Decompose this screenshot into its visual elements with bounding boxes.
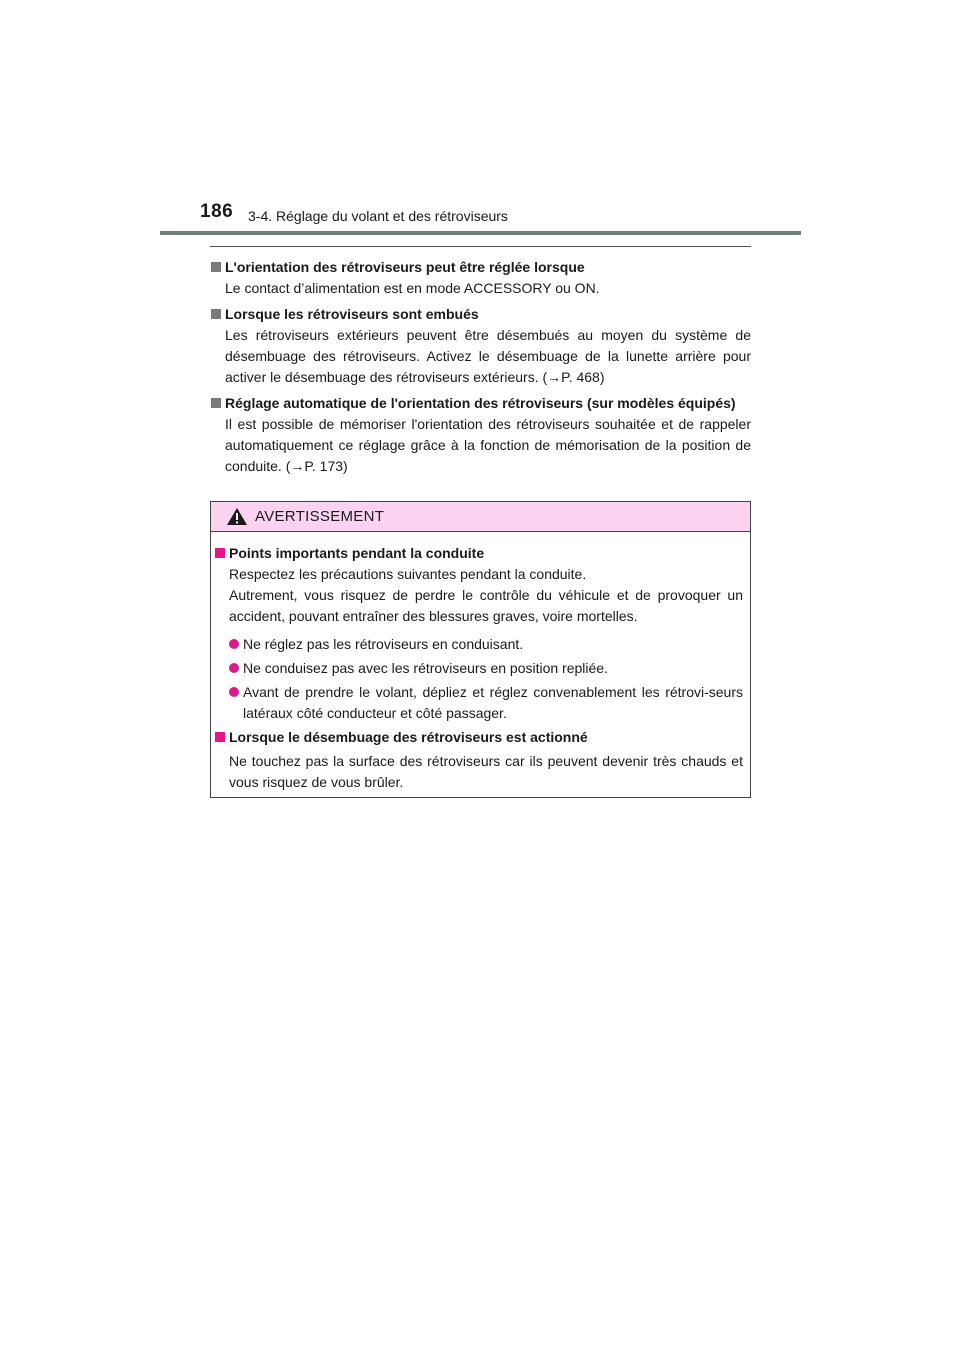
info-heading: [210, 257, 751, 278]
info-section: [210, 393, 751, 477]
divider: [210, 246, 751, 247]
warning-triangle-icon: [226, 507, 248, 526]
square-bullet-icon: [211, 309, 221, 319]
page-number: 186: [200, 201, 234, 222]
heading-text: Lorsque le désembuage des rétroviseurs est actionné: [229, 729, 588, 745]
warning-heading: [214, 543, 743, 564]
warning-title: AVERTISSEMENT: [255, 508, 385, 525]
info-heading: [210, 393, 751, 414]
list-item-text: Avant de prendre le volant, dépliez et réglez convenablement les rétrovi-seurs latéraux côté conducteur et côté passager.: [243, 684, 743, 721]
heading-text: Points importants pendant la conduite: [229, 545, 485, 561]
info-body: Les rétroviseurs extérieurs peuvent être désembués au moyen du système de désembuage des rétroviseurs. Activez le désembuage de la lunette arrière pour activer le désembuage des rétroviseurs extérieurs. (→P. 468): [225, 327, 751, 385]
info-heading: [210, 304, 751, 325]
bullet-dot-icon: [229, 687, 239, 697]
warning-heading: [214, 727, 743, 748]
info-section: [210, 257, 751, 299]
header-rule: [160, 231, 801, 235]
info-section: [210, 304, 751, 388]
warning-header: [211, 502, 750, 532]
list-item-text: Ne réglez pas les rétroviseurs en conduisant.: [243, 636, 524, 652]
heading-text: Réglage automatique de l'orientation des rétroviseurs (sur modèles équipés): [225, 395, 736, 411]
list-item: [214, 634, 743, 655]
list-item: [214, 682, 743, 724]
info-body: Il est possible de mémoriser l'orientation des rétroviseurs souhaitée et de rappeler automatiquement ce réglage grâce à la fonction de mémorisation de la position de conduite. (→P. 173): [225, 416, 751, 474]
square-bullet-icon: [211, 262, 221, 272]
square-bullet-icon: [215, 732, 225, 742]
heading-text: L'orientation des rétroviseurs peut être réglée lorsque: [225, 259, 585, 275]
main-content: [210, 246, 751, 482]
info-body: Le contact d’alimentation est en mode ACCESSORY ou ON.: [225, 280, 600, 296]
list-item-text: Ne conduisez pas avec les rétroviseurs en position repliée.: [243, 660, 608, 676]
warning-body: Autrement, vous risquez de perdre le contrôle du véhicule et de provoquer un accident, pouvant entraîner des blessures graves, voire mortelles.: [229, 587, 743, 624]
warning-body: Respectez les précautions suivantes pendant la conduite.: [229, 566, 587, 582]
bullet-dot-icon: [229, 663, 239, 673]
heading-text: Lorsque les rétroviseurs sont embués: [225, 306, 479, 322]
warning-content: [211, 532, 750, 793]
list-item: [214, 658, 743, 679]
warning-body: Ne touchez pas la surface des rétroviseurs car ils peuvent devenir très chauds et vous risquez de vous brûler.: [229, 753, 743, 790]
square-bullet-icon: [215, 548, 225, 558]
bullet-dot-icon: [229, 639, 239, 649]
section-title: 3-4. Réglage du volant et des rétroviseurs: [248, 208, 508, 224]
square-bullet-icon: [211, 398, 221, 408]
warning-box: [210, 501, 751, 798]
